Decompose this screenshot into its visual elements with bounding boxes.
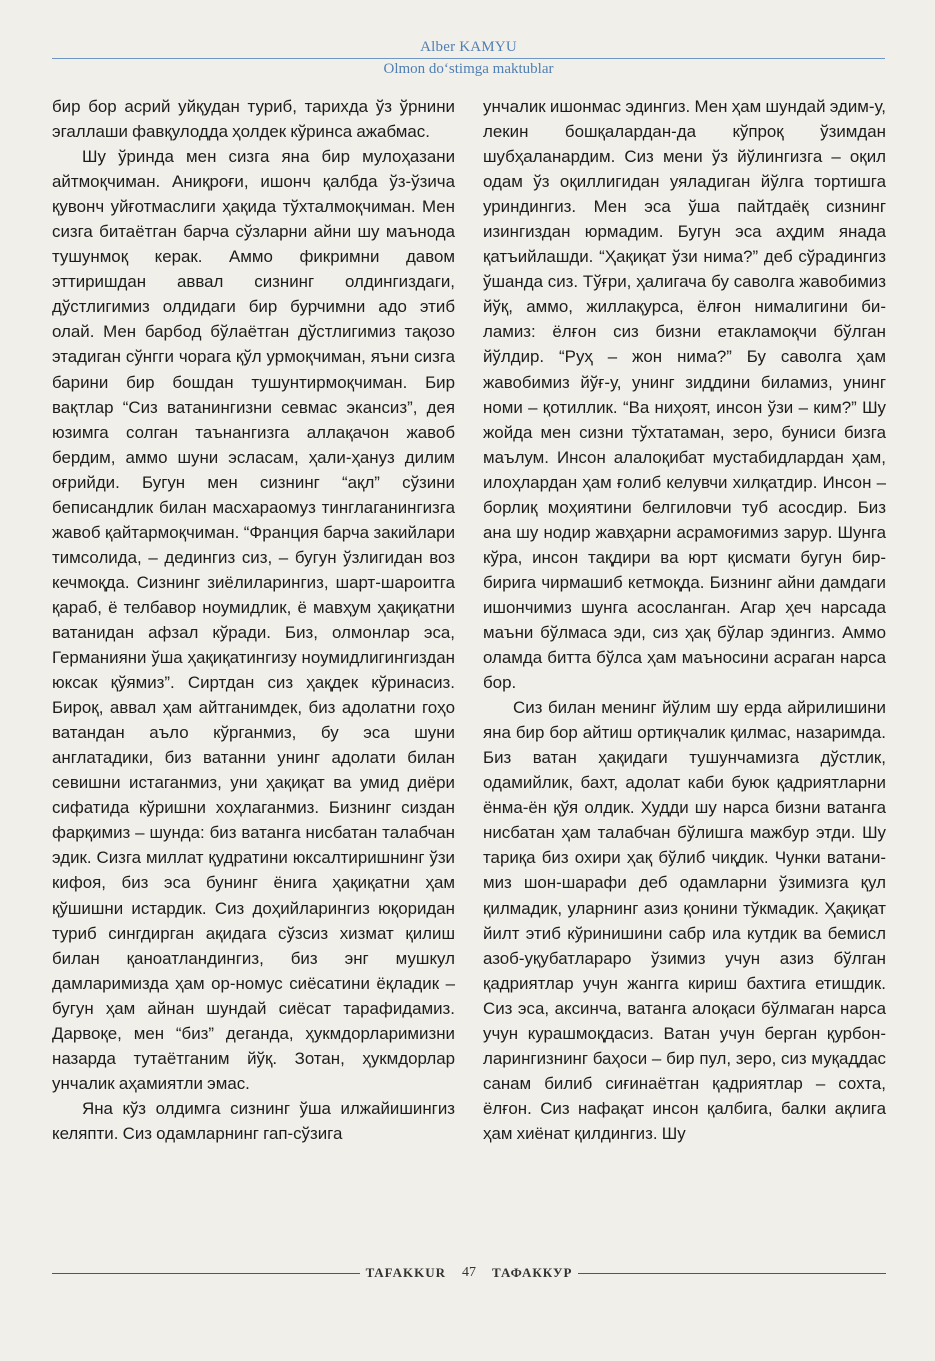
- paragraph: унчалик ишонмас эдингиз. Мен ҳам шундай эдим-у, лекин бошқалардан-да кўпроқ ўзимдан шубҳаланардим. Сиз мени ўз йўлингизга – оқил одам ўз оқиллигидан уяладиган йўлга тортишга уриндингиз. Мен эса ўша пайтдаёқ сизнинг изингиздан юрмадим. Бугун эса аҳдим янада қатъийлашди. “Ҳақиқат ўзи нима?” деб сўрадингиз ўшанда сиз. Тўғри, ҳалигача бу саволга жавобимиз йўқ, аммо, жиллақурса, ёлғон нималигини биламиз: ёлғон сиз бизни етакламоқчи бўлган йўлдир. “Руҳ – жон нима?” Бу саволга ҳам жавобимиз йўғ-у, унинг зиддини биламиз, унинг номи – қотиллик. “Ва ниҳоят, инсон ўзи – ким?” Шу жойда мен сизни тўхтатаман, зеро, буниси бизга маълум. Инсон алалоқибат мустабидлардан ҳам, илоҳлардан ҳам ғолиб келувчи хилқатдир. Инсон – борлиқ моҳиятини белгиловчи туб асосдир. Биз ана шу нодир жавҳарни асрамоғимиз зарур. Шунга кўра, инсон тақдири ва юрт қисмати бугун бир-бирига чирмашиб кетмоқда. Бизнинг айни дамдаги ишончимиз шунга асосланган. Агар ҳеч нарсада маъни бўлмаса эди, сиз ҳақ бўлар эдингиз. Аммо оламда битта бўлса ҳам маъносини асраган нарса бор.: [483, 97, 886, 693]
- header-author: Alber KAMYU: [420, 39, 517, 55]
- footer-label-cyrillic: ТАФАККУР: [492, 1265, 573, 1280]
- text-columns: [52, 94, 886, 1264]
- header-rule: [52, 58, 885, 59]
- paragraph: Яна кўз олдимга сизнинг ўша илжайишингиз келяпти. Сиз одамларнинг гап-сўзига: [52, 1098, 455, 1143]
- page-footer: [52, 1262, 886, 1284]
- header-subtitle: Olmon do‘stimga maktublar: [383, 61, 554, 77]
- footer-label-latin: TAFAKKUR: [365, 1265, 447, 1280]
- footer-rule-left: [52, 1273, 360, 1274]
- paragraph: бир бор асрий уйқудан туриб, тарихда ўз ўрнини эгаллаши фавқулодда ҳолдек кўринса ажабмас.: [52, 97, 455, 142]
- page-number: 47: [462, 1265, 477, 1280]
- footer-rule-right: [578, 1273, 886, 1274]
- paragraph: Сиз билан менинг йўлим шу ерда айрилишини яна бир бор айтиш ортиқчалик қилмас, назаримда. Биз ватан ҳақидаги тушунчамизга дўстлик, одамийлик, бахт, адолат каби буюк қадриятларни ёнма-ён қўя олдик. Худди шу нарса бизни ватанга нисбатан ҳам талабчан бўлишга мажбур этди. Шу тариқа биз охири ҳақ бўлиб чиқдик. Чунки ватанимиз шон-шарафи деб одамларни ўзимизга қул қилмадик, уларнинг азиз қонини тўкмадик. Ҳақиқат йилт этиб кўринишини сабр ила кутдик ва бемисл азоб-уқубатлараро ўзимиз учун азиз бўлган қадриятлар учун жангга кириш бахтига етишдик. Сиз эса, аксинча, ватанга алоқаси бўлмаган нарса учун курашмоқдасиз. Ватан учун берган қурбонларингизнинг баҳоси – бир пул, зеро, сиз муқаддас санам билиб сиғинаётган қадриятлар – сохта, ёлғон. Сиз нафақат инсон қалбига, балки ақлига ҳам хиёнат қилдингиз. Шу: [483, 698, 886, 1143]
- column-left: [52, 94, 455, 1264]
- column-right: [483, 94, 886, 1264]
- paragraph: Шу ўринда мен сизга яна бир мулоҳазани айтмоқчиман. Аниқроғи, ишонч қалбда ўз-ўзича қувонч уйғотмаслиги ҳақида тўхталмоқчиман. Мен сизга битаётган барча сўзларни айни шу маънода тушунмоқ керак. Аммо фикримни давом эттиришдан аввал сизнинг олдингиздаги, дўстлигимиз олдидаги бир бурчимни адо этиб олай. Мен барбод бўлаётган дўстлигимиз тақозо этадиган сўнгги чорага қўл урмоқчиман, яъни сизга барини бир бошдан тушунтирмоқчиман. Бир вақтлар “Сиз ватанингизни севмас экансиз”, дея юзимга солган таънангизга аллақачон жавоб бердим, аммо шуни эсласам, ҳали-ҳануз дилим оғрийди. Бугун мен сизнинг “ақл” сўзини беписандлик билан масхараомуз тинглаганингизга жавоб қайтармоқчиман. “Франция барча закийлари тимсолида, – дедингиз сиз, – бугун ўзлигидан воз кечмоқда. Сизнинг зиёлиларингиз, шарт-шароитга қараб, ё телбавор ноумидлик, ё мавҳум ҳақиқатни ватанидан афзал кўради. Биз, олмонлар эса, Германияни ўша ҳақиқатингизу ноумидлигингиздан юксак қўямиз”. Сиртдан сиз ҳақдек кўринасиз. Бироқ, аввал ҳам айтганимдек, биз адолатни гоҳо ватандан аъло кўрганмиз, бу эса шуни англатадики, биз ватанни унинг адолати билан севишни истаганмиз, уни ҳақиқат ва умид диёри сифатида кўришни хоҳлаганмиз. Бизнинг сиздан фарқимиз – шунда: биз ватанга нисбатан талабчан эдик. Сизга миллат қудратини юксалтиришнинг ўзи кифоя, биз эса бунинг ёнига ҳақиқатни ҳам қўшишни истардик. Сиз доҳийларингиз юқоридан туриб сингдирган ақидага сўзсиз хизмат қилиш билан қаноатландингиз, биз энг мушкул дамларимизда ҳам ор-номус сиёсатини ёқладик – бугун ҳам айнан шундай сиёсат тарафидамиз. Дарвоқе, мен “биз” деганда, ҳукмдорларимизни назарда тутаётганим йўқ. Зотан, ҳукмдорлар унчалик аҳамиятли эмас.: [52, 147, 455, 1093]
- running-head: [52, 38, 885, 79]
